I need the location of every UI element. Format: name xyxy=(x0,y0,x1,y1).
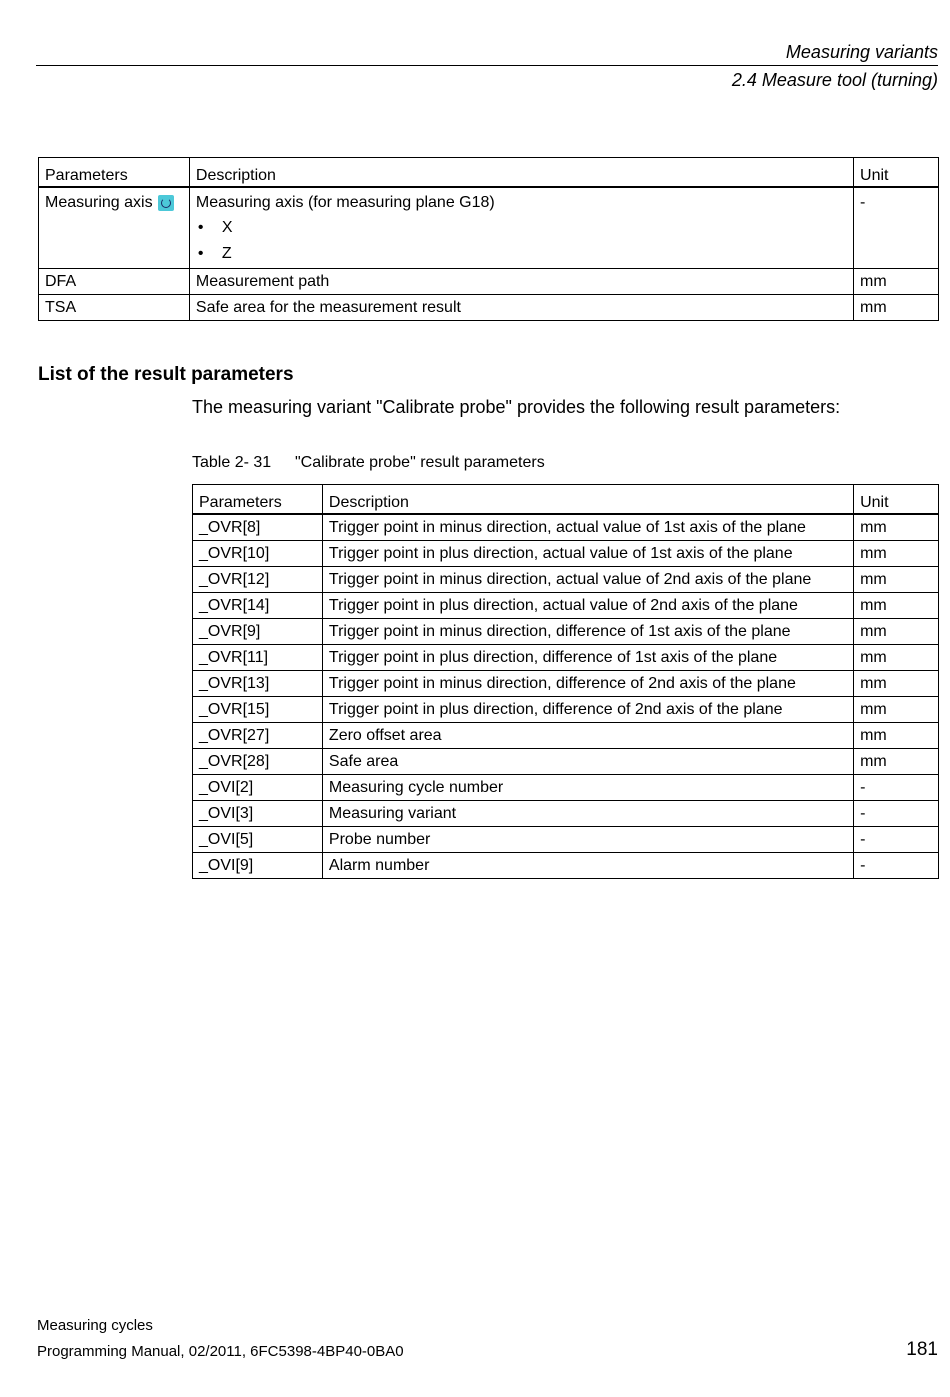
chapter-title: Measuring variants xyxy=(785,42,938,62)
unit-cell: mm xyxy=(854,514,939,541)
description-cell: Trigger point in minus direction, actual value of 2nd axis of the plane xyxy=(322,567,853,593)
unit-cell: mm xyxy=(854,567,939,593)
section-heading: List of the result parameters xyxy=(38,364,294,385)
table-row xyxy=(193,749,939,775)
description-cell: Measurement path xyxy=(189,269,853,295)
description-cell: Trigger point in plus direction, actual value of 2nd axis of the plane xyxy=(322,593,853,619)
header-parameters: Parameters xyxy=(39,158,190,188)
table-row xyxy=(193,827,939,853)
page-number: 181 xyxy=(906,1339,938,1360)
table-row xyxy=(193,541,939,567)
unit-cell: mm xyxy=(854,645,939,671)
param-cell: _OVR[28] xyxy=(193,749,323,775)
header-parameters: Parameters xyxy=(193,485,323,515)
result-table-header xyxy=(193,485,939,515)
param-cell: _OVR[14] xyxy=(193,593,323,619)
result-parameters-table xyxy=(192,484,939,879)
description-text: Measuring axis (for measuring plane G18) xyxy=(195,194,495,211)
table-row xyxy=(193,671,939,697)
table-caption xyxy=(192,454,545,472)
description-cell: Trigger point in plus direction, actual value of 1st axis of the plane xyxy=(322,541,853,567)
table-row xyxy=(193,853,939,879)
description-cell: Measuring variant xyxy=(322,801,853,827)
table-row xyxy=(39,187,939,269)
unit-cell: - xyxy=(854,187,939,269)
unit-cell: mm xyxy=(854,697,939,723)
unit-cell: mm xyxy=(854,269,939,295)
section-title: 2.4 Measure tool (turning) xyxy=(731,70,938,90)
param-cell: TSA xyxy=(39,295,190,321)
table-row xyxy=(193,645,939,671)
header-rule xyxy=(36,65,938,66)
unit-cell: - xyxy=(854,801,939,827)
param-cell: _OVI[3] xyxy=(193,801,323,827)
description-cell: Alarm number xyxy=(322,853,853,879)
unit-cell: - xyxy=(854,827,939,853)
table-row xyxy=(193,697,939,723)
table-row xyxy=(193,723,939,749)
param-cell: DFA xyxy=(39,269,190,295)
param-cell: _OVR[12] xyxy=(193,567,323,593)
table-row xyxy=(193,801,939,827)
header-unit: Unit xyxy=(854,158,939,188)
unit-cell: mm xyxy=(854,671,939,697)
table-row xyxy=(193,593,939,619)
param-name: Measuring axis xyxy=(45,194,153,211)
param-cell: _OVR[15] xyxy=(193,697,323,723)
description-cell: Probe number xyxy=(322,827,853,853)
description-cell: Measuring cycle number xyxy=(322,775,853,801)
table-row xyxy=(193,514,939,541)
table-row xyxy=(193,775,939,801)
axis-options-list xyxy=(196,215,847,267)
parameter-table xyxy=(38,157,939,321)
footer-title: Measuring cycles xyxy=(37,1317,153,1334)
unit-cell: mm xyxy=(854,749,939,775)
description-cell: Trigger point in plus direction, difference of 1st axis of the plane xyxy=(322,645,853,671)
description-cell: Safe area for the measurement result xyxy=(189,295,853,321)
parameter-table-header xyxy=(39,158,939,188)
description-cell xyxy=(189,187,853,269)
unit-cell: mm xyxy=(854,541,939,567)
table-row xyxy=(193,567,939,593)
header-unit: Unit xyxy=(854,485,939,515)
param-cell xyxy=(39,187,190,269)
unit-cell: mm xyxy=(854,723,939,749)
header-description: Description xyxy=(189,158,853,188)
unit-cell: mm xyxy=(854,619,939,645)
param-cell: _OVI[9] xyxy=(193,853,323,879)
table-row xyxy=(39,295,939,321)
unit-cell: - xyxy=(854,853,939,879)
header-description: Description xyxy=(322,485,853,515)
table-caption-title: "Calibrate probe" result parameters xyxy=(295,454,545,471)
param-cell: _OVR[11] xyxy=(193,645,323,671)
param-cell: _OVR[8] xyxy=(193,514,323,541)
table-row xyxy=(193,619,939,645)
param-cell: _OVR[9] xyxy=(193,619,323,645)
unit-cell: - xyxy=(854,775,939,801)
list-item: • Z xyxy=(196,241,847,267)
param-cell: _OVR[10] xyxy=(193,541,323,567)
description-cell: Trigger point in minus direction, actual value of 1st axis of the plane xyxy=(322,514,853,541)
list-item: • X xyxy=(196,215,847,241)
unit-cell: mm xyxy=(854,295,939,321)
toggle-cycle-icon xyxy=(158,195,174,211)
param-cell: _OVI[2] xyxy=(193,775,323,801)
description-cell: Trigger point in minus direction, difference of 2nd axis of the plane xyxy=(322,671,853,697)
intro-paragraph: The measuring variant "Calibrate probe" provides the following result parameters: xyxy=(192,397,841,417)
description-cell: Zero offset area xyxy=(322,723,853,749)
param-cell: _OVR[27] xyxy=(193,723,323,749)
description-cell: Safe area xyxy=(322,749,853,775)
table-caption-number: Table 2- 31 xyxy=(192,454,272,471)
table-row xyxy=(39,269,939,295)
unit-cell: mm xyxy=(854,593,939,619)
description-cell: Trigger point in minus direction, difference of 1st axis of the plane xyxy=(322,619,853,645)
param-cell: _OVR[13] xyxy=(193,671,323,697)
param-cell: _OVI[5] xyxy=(193,827,323,853)
description-cell: Trigger point in plus direction, difference of 2nd axis of the plane xyxy=(322,697,853,723)
footer-manual-info: Programming Manual, 02/2011, 6FC5398-4BP40-0BA0 xyxy=(37,1343,404,1360)
